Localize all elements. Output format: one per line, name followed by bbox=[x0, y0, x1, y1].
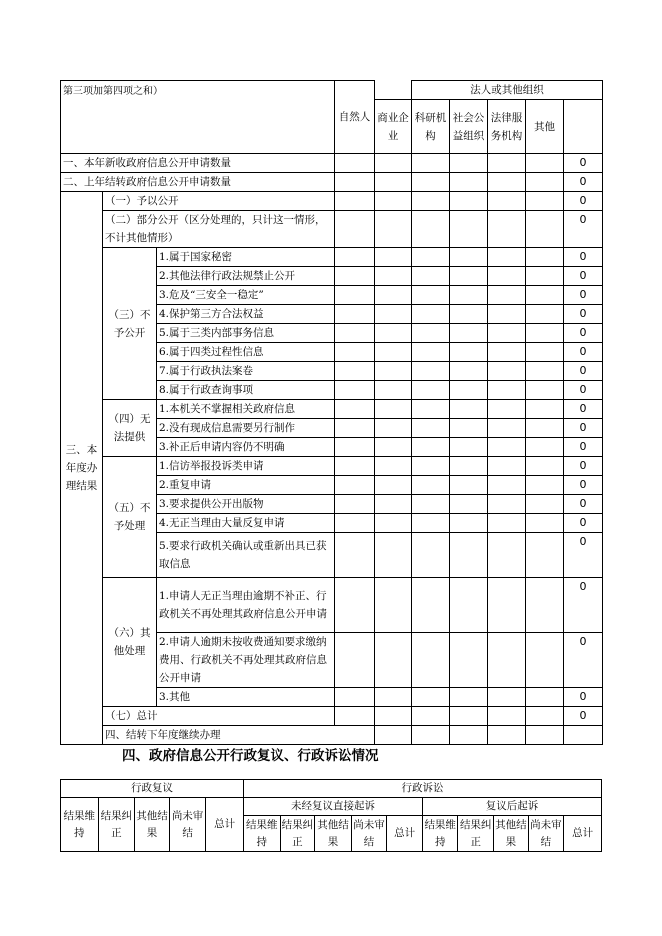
row-label: 1.信访举报投诉类申请 bbox=[157, 457, 335, 476]
row-label: 二、上年结转政府信息公开申请数量 bbox=[61, 173, 335, 192]
col-research: 科研机构 bbox=[412, 100, 450, 154]
col-correct: 结果纠正 bbox=[458, 816, 494, 852]
col-total: 总计 bbox=[206, 798, 244, 852]
col-other: 其他结果 bbox=[135, 798, 170, 852]
review-header: 行政复议 bbox=[61, 780, 244, 798]
group-5-label: （五）不予处理 bbox=[103, 457, 157, 578]
col-correct: 结果纠正 bbox=[280, 816, 315, 852]
table-row bbox=[61, 400, 603, 419]
row-total: 0 bbox=[564, 688, 603, 707]
col-pending: 尚未审结 bbox=[351, 816, 387, 852]
table-row bbox=[61, 173, 603, 192]
col-other: 其他结果 bbox=[315, 816, 352, 852]
group-6-label: （六）其他处理 bbox=[103, 578, 157, 707]
row-label: 1.本机关不掌握相关政府信息 bbox=[157, 400, 335, 419]
table-row bbox=[61, 578, 603, 633]
row-total: 0 bbox=[564, 476, 603, 495]
table-row bbox=[61, 154, 603, 173]
row-label: 2.没有现成信息需要另行制作 bbox=[157, 419, 335, 438]
row-total: 0 bbox=[564, 533, 603, 578]
row-total: 0 bbox=[564, 192, 603, 211]
row-label: 7.属于行政执法案卷 bbox=[157, 362, 335, 381]
row-total: 0 bbox=[564, 362, 603, 381]
col-legal-service: 法律服务机构 bbox=[488, 100, 526, 154]
table-row bbox=[61, 192, 603, 211]
row-label: 一、本年新收政府信息公开申请数量 bbox=[61, 154, 335, 173]
row-label: 3.其他 bbox=[157, 688, 335, 707]
section-4-title: 四、政府信息公开行政复议、行政诉讼情况 bbox=[122, 748, 379, 764]
col-other: 其他结果 bbox=[494, 816, 529, 852]
row-label: 3.补正后申请内容仍不明确 bbox=[157, 438, 335, 457]
row-label: 3.危及“三安全一稳定” bbox=[157, 286, 335, 305]
table-row bbox=[61, 707, 603, 726]
row-total: 0 bbox=[564, 419, 603, 438]
row-label: （七）总计 bbox=[103, 707, 335, 726]
row-total: 0 bbox=[564, 495, 603, 514]
row-total: 0 bbox=[564, 267, 603, 286]
row-total: 0 bbox=[564, 305, 603, 324]
row-total: 0 bbox=[564, 381, 603, 400]
row-label: 5.要求行政机关确认或重新出具已获取信息 bbox=[157, 533, 335, 578]
group-4-label: （四）无法提供 bbox=[103, 400, 157, 457]
direct-suit-header: 未经复议直接起诉 bbox=[244, 798, 423, 816]
row-label: 5.属于三类内部事务信息 bbox=[157, 324, 335, 343]
row-total: 0 bbox=[564, 211, 603, 248]
col-other: 其他 bbox=[526, 100, 564, 154]
row-total: 0 bbox=[564, 633, 603, 688]
row-label: （二）部分公开（区分处理的，只计这一情形，不计其他情形） bbox=[103, 211, 335, 248]
row-total: 0 bbox=[564, 514, 603, 533]
row-label: （一）予以公开 bbox=[103, 192, 335, 211]
row-label: 2.其他法律行政法规禁止公开 bbox=[157, 267, 335, 286]
col-maintain: 结果维持 bbox=[422, 816, 458, 852]
row-total: 0 bbox=[564, 438, 603, 457]
row-label: 3.要求提供公开出版物 bbox=[157, 495, 335, 514]
row-label: 8.属于行政查询事项 bbox=[157, 381, 335, 400]
col-legal-entity-group: 法人或其他组织 bbox=[412, 81, 603, 100]
col-business: 商业企业 bbox=[375, 100, 412, 154]
litigation-header: 行政诉讼 bbox=[244, 780, 602, 798]
section-3-label: 三、本年度办理结果 bbox=[61, 192, 103, 745]
row-label: 2.申请人逾期未按收费通知要求缴纳费用、行政机关不再处理其政府信息公开申请 bbox=[157, 633, 335, 688]
row-label: 4.无正当理由大量反复申请 bbox=[157, 514, 335, 533]
row-label: 1.属于国家秘密 bbox=[157, 248, 335, 267]
col-natural-person: 自然人 bbox=[335, 81, 375, 154]
review-litigation-table bbox=[60, 779, 602, 852]
row-total: 0 bbox=[564, 578, 603, 633]
row-label: 2.重复申请 bbox=[157, 476, 335, 495]
row-total: 0 bbox=[564, 248, 603, 267]
row-total: 0 bbox=[564, 286, 603, 305]
group-3-label: （三）不予公开 bbox=[103, 248, 157, 400]
row-label: 四、结转下年度继续办理 bbox=[103, 726, 375, 745]
row-label: 4.保护第三方合法权益 bbox=[157, 305, 335, 324]
table-row bbox=[61, 457, 603, 476]
col-maintain: 结果维持 bbox=[61, 798, 99, 852]
col-correct: 结果纠正 bbox=[98, 798, 135, 852]
table-row bbox=[61, 248, 603, 267]
application-stats-table bbox=[60, 80, 603, 745]
row-total: 0 bbox=[564, 400, 603, 419]
col-total: 总计 bbox=[564, 816, 602, 852]
header-note: 第三项加第四项之和） bbox=[61, 81, 335, 154]
table-row bbox=[61, 726, 603, 745]
row-total: 0 bbox=[564, 324, 603, 343]
row-total: 0 bbox=[564, 154, 603, 173]
col-pending: 尚未审结 bbox=[528, 816, 564, 852]
row-total: 0 bbox=[564, 343, 603, 362]
after-review-header: 复议后起诉 bbox=[422, 798, 601, 816]
col-total: 总计 bbox=[387, 816, 423, 852]
row-total: 0 bbox=[564, 707, 603, 726]
col-pending: 尚未审结 bbox=[169, 798, 206, 852]
row-label: 6.属于四类过程性信息 bbox=[157, 343, 335, 362]
row-total: 0 bbox=[564, 457, 603, 476]
col-maintain: 结果维持 bbox=[244, 816, 281, 852]
col-social-welfare: 社会公益组织 bbox=[450, 100, 488, 154]
table-row bbox=[61, 211, 603, 248]
row-total: 0 bbox=[564, 173, 603, 192]
row-label: 1.申请人无正当理由逾期不补正、行政机关不再处理其政府信息公开申请 bbox=[157, 578, 335, 633]
